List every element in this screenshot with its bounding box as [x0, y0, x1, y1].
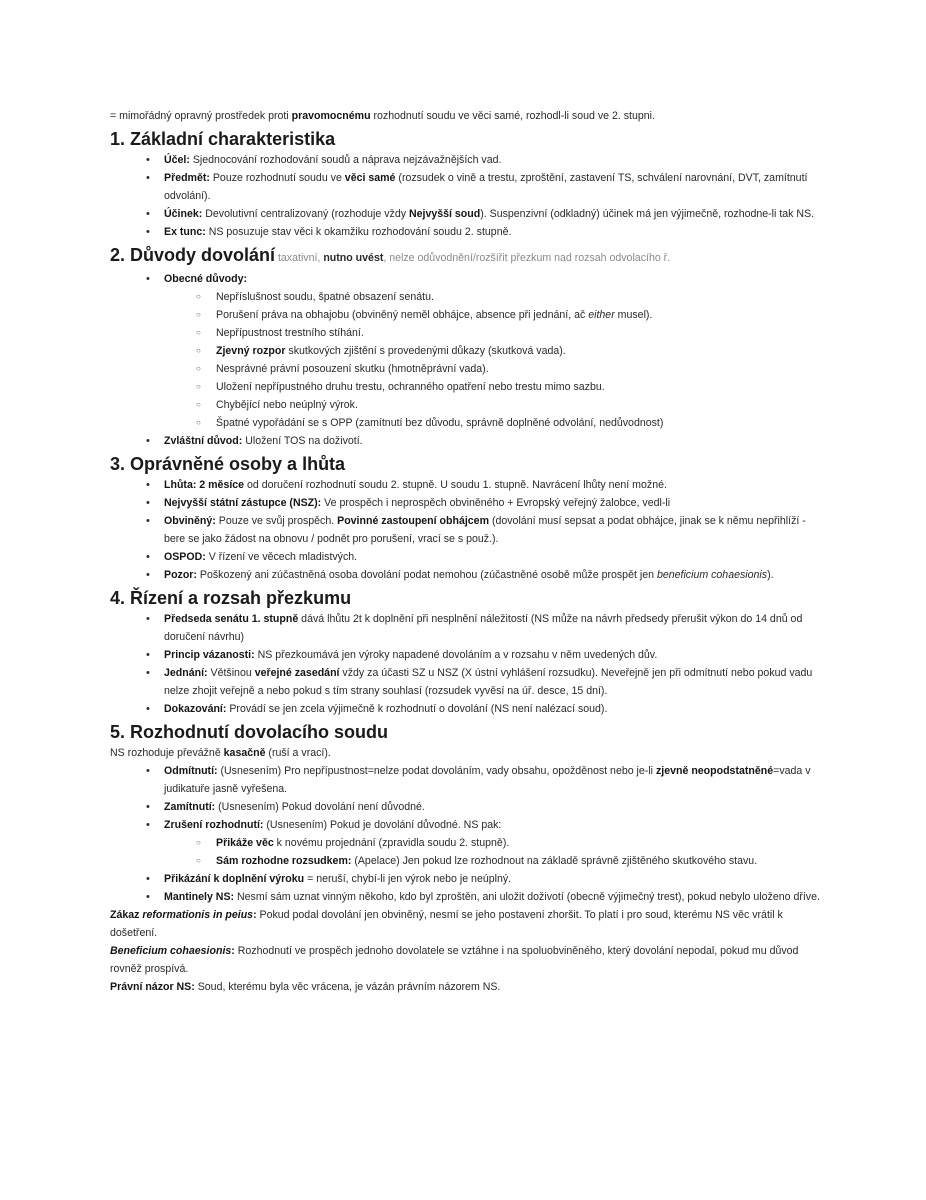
list-item: • Přikázání k doplnění výroku = neruší, chybí-li jen výrok nebo je neúplný.	[110, 870, 820, 888]
section-4-heading: 4. Řízení a rozsah přezkumu	[110, 588, 352, 608]
list-item: • Předmět: Pouze rozhodnutí soudu ve věci samé (rozsudek o vině a trestu, zproštění, zastavení TS, schválení narovnání, DVT, zamítnutí odvolání).	[110, 169, 820, 205]
list-item: • Jednání: Většinou veřejné zasedání vždy za účasti SZ u NSZ (X ústní vyhlášení rozsudku). Neveřejně jen při odmítnutí nebo pokud vadu nelze zhojit veřejně a nebo pokud s tím strany souhlasí (rozsudek vyvěsí na úř. desce, 15 dní).	[110, 664, 820, 700]
intro-paragraph: = mimořádný opravný prostředek proti pravomocnému rozhodnutí soudu ve věci samé, rozhodl-li soud ve 2. stupni.	[110, 110, 655, 122]
section-1-heading: 1. Základní charakteristika	[110, 129, 336, 149]
list-item: • Odmítnutí: (Usnesením) Pro nepřípustnost=nelze podat dovoláním, vady obsahu, opožděnost nebo je-li zjevně neopodstatněné=vada v judikatuře jasně vyřešena.	[110, 762, 820, 798]
section-2-list	[110, 270, 820, 450]
general-reasons-sublist	[110, 288, 820, 432]
list-item: • Pozor: Poškozený ani zúčastněná osoba dovolání podat nemohou (zúčastněné osobě může prospět jen beneficium cohaesionis).	[110, 566, 820, 584]
list-item: • Předseda senátu 1. stupně dává lhůtu 2t k doplnění při nesplnění náležitostí (NS může na návrh předsedy přerušit výkon do 14 dnů od doručení návrhu)	[110, 610, 820, 646]
list-item: • Zrušení rozhodnutí: (Usnesením) Pokud je dovolání důvodné. NS pak: ○ Přikáže věc k novému projednání (zpravidla soudu 2. stupně). ○ Sám rozhodne rozsudkem: (Apelace) Jen pokud lze rozhodnout na základě správně zjištěného skutkového stavu.	[110, 816, 820, 870]
list-item: • Zvláštní důvod: Uložení TOS na doživotí.	[110, 432, 820, 450]
list-item: • Princip vázanosti: NS přezkoumává jen výroky napadené dovoláním a v rozsahu v něm uvedených dův.	[110, 646, 820, 664]
sublist-item: ○ Přikáže věc k novému projednání (zpravidla soudu 2. stupně).	[164, 834, 820, 852]
sublist-item: ○ Uložení nepřípustného druhu trestu, ochranného opatření nebo trestu mimo sazbu.	[164, 378, 820, 396]
zruseni-sublist	[110, 834, 820, 870]
list-item: • Dokazování: Provádí se jen zcela výjimečně k rozhodnutí o dovolání (NS není nalézací soud).	[110, 700, 820, 718]
list-item: • Mantinely NS: Nesmí sám uznat vinným někoho, kdo byl zproštěn, ani uložit doživotí (obecně výjimečný trest), pokud nebylo uloženo dříve.	[110, 888, 820, 906]
section-1-list	[110, 151, 820, 241]
sublist-item: ○ Sám rozhodne rozsudkem: (Apelace) Jen pokud lze rozhodnout na základě správně zjištěného skutkového stavu.	[164, 852, 820, 870]
list-item: • Lhůta: 2 měsíce od doručení rozhodnutí soudu 2. stupně. U soudu 1. stupně. Navrácení lhůty není možné.	[110, 476, 820, 494]
sublist-item: ○ Porušení práva na obhajobu (obviněný neměl obhájce, absence při jednání, ač either musel).	[164, 306, 820, 324]
sublist-item: ○ Nepřípustnost trestního stíhání.	[164, 324, 820, 342]
section-5-list	[110, 762, 820, 906]
list-item: • Obviněný: Pouze ve svůj prospěch. Povinné zastoupení obhájcem (dovolání musí sepsat a podat obhájce, jinak se k němu nepřihlíží - bere se jako žádost na obnovu / podnět pro porušení, vrací se s použ.).	[110, 512, 820, 548]
list-item: • Nejvyšší státní zástupce (NSZ): Ve prospěch i neprospěch obviněného + Evropský veřejný žalobce, vedl-li	[110, 494, 820, 512]
section-3-list	[110, 476, 820, 584]
list-item: • Ex tunc: NS posuzuje stav věci k okamžiku rozhodování soudu 2. stupně.	[110, 223, 820, 241]
section-4-list	[110, 610, 820, 718]
sublist-item: ○ Chybějící nebo neúplný výrok.	[164, 396, 820, 414]
sublist-item: ○ Zjevný rozpor skutkových zjištění s provedenými důkazy (skutková vada).	[164, 342, 820, 360]
list-item: • Účel: Sjednocování rozhodování soudů a náprava nejzávažnějších vad.	[110, 151, 820, 169]
document-page	[110, 107, 820, 996]
section-2-heading: 2. Důvody dovolání taxativní, nutno uvést, nelze odůvodnění/rozšířit přezkum nad rozsah odvolacího ř.	[110, 245, 671, 265]
section-3-heading: 3. Oprávněné osoby a lhůta	[110, 454, 346, 474]
list-item: • Zamítnutí: (Usnesením) Pokud dovolání není důvodné.	[110, 798, 820, 816]
sublist-item: ○ Nepříslušnost soudu, špatné obsazení senátu.	[164, 288, 820, 306]
closing-paragraph: Beneficium cohaesionis: Rozhodnutí ve prospěch jednoho dovolatele se vztáhne i na spoluobviněného, který dovolání nepodal, pokud mu důvod rovněž prospívá.	[110, 945, 799, 975]
section-2-note: taxativní, nutno uvést, nelze odůvodnění/rozšířit přezkum nad rozsah odvolacího ř.	[275, 252, 671, 264]
closing-paragraph: Zákaz reformationis in peius: Pokud podal dovolání jen obviněný, nesmí se jeho postavení zhoršit. To platí i pro soud, kterému NS věc vrátil k došetření.	[110, 909, 783, 939]
list-item: • Účinek: Devolutivní centralizovaný (rozhoduje vždy Nejvyšší soud). Suspenzivní (odkladný) účinek má jen výjimečně, rozhodne-li tak NS.	[110, 205, 820, 223]
closing-paragraph: Právní názor NS: Soud, kterému byla věc vrácena, je vázán právním názorem NS.	[110, 981, 501, 993]
sublist-item: ○ Nesprávné právní posouzení skutku (hmotněprávní vada).	[164, 360, 820, 378]
list-item: • Obecné důvody: ○ Nepříslušnost soudu, špatné obsazení senátu. ○ Porušení práva na obhajobu (obviněný neměl obhájce, absence při jednání, ač either musel). ○ Nepřípustnost trestního stíhání. ○ Zjevný rozpor skutkových zjištění s provedenými důkazy (skutková vada). ○ Nesprávné právní posouzení skutku (hmotněprávní vada). ○ Uložení nepřípustného druhu trestu, ochranného opatření nebo trestu mimo sazbu. ○ Chybějící nebo neúplný výrok. ○ Špatné vypořádání se s OPP (zamítnutí bez důvodu, správně doplněné odvolání, nedůvodnost)	[110, 270, 820, 432]
section-5-lead: NS rozhoduje převážně kasačně (ruší a vrací).	[110, 747, 331, 759]
section-5-heading: 5. Rozhodnutí dovolacího soudu	[110, 722, 388, 742]
list-item: • OSPOD: V řízení ve věcech mladistvých.	[110, 548, 820, 566]
sublist-item: ○ Špatné vypořádání se s OPP (zamítnutí bez důvodu, správně doplněné odvolání, nedůvodnost)	[164, 414, 820, 432]
